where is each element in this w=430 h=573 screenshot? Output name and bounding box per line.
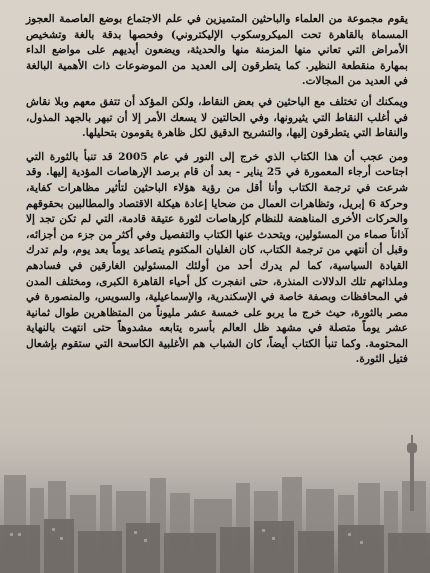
paragraph: ومن عجب أن هذا الكتاب الذي خرج إلى النور في عام 2005 قد تنبأ بالثورة التي اجتاحت أرجاء المعمورة في 25 يناير - بعد أن قام برصد الإرهاصات المؤدية إليها. وقد شرعت في ترجمة الكتاب وأنا أقل من رؤية هؤلاء الباحثين لتأثير مظاهرات كفاية، وحركة 6 إبريل، وتظاهرات العمال من ضحايا إعادة هيكلة الاقتصاد والمطالبين بحقوقهم والحركات الأخرى المناهضة للنظام كإرهاصات لثورة عتيقة قادمة، التي لم تكن تجد إلا آذاناً صماء من المسئولين، ويتحدث عنها الكتاب والتفصيل وفي أكثر من جزء من أجزائه، وقبل أن أنتهي من ترجمة الكتاب، كان الغليان المكتوم يتصاعد يوماً بعد يوم، ولم تدرك القيادة السياسية، كما لم يدرك أحد من أولئك المسئولين الغارقين في فسادهم وملذاتهم تلك الدلالات المنذرة، حتى انفجرت كل أحياء القاهرة الكبرى، ومختلف المدن في المحافظات وبصفة خاصة في الإسكندرية، والإسماعيلية، والسويس، والمنصورة في مصر بالثورة، حيث خرج ما يربو على خمسة عشر مليوناً من المتظاهرين طوال ثمانية عشر يوماً متصلة في مشهد ظل العالم بأسره يتابعه مشدوهاً حتى انتهت بالنهاية المحتومة. وكما تنبأ الكتاب أيضاً، كان الشباب هم الأغلبية الكاسحة التي ستقوم بإشعال فتيل الثورة. — [26, 150, 409, 366]
body-text — [26, 12, 408, 373]
paragraph: يقوم مجموعة من العلماء والباحثين المتميزين في علم الاجتماع بوضع العاصمة العجوز المسماة بالقاهرة تحت الميكروسكوب الإليكتروني) وفحصها بدقة بالغة وتشخيص الأمراض التي تعاني منها المزمنة منها والحديثة، ويضعون أيديهم على مواضع الداء بمهارة منقطعة النظير. كما يتطرقون إلى العديد من الموضوعات ذات الأهمية البالغة في العديد من المجالات. — [26, 13, 408, 88]
paragraph: ويمكنك أن تختلف مع الباحثين في بعض النقاط، ولكن المؤكد أن تتفق معهم وبلا نقاش في أغلب النقاط التي يثيرونها، وفي الحالتين لا يسعك الأمر إلا أن تبهر بالجهد المذول، والنقاط التي يتطرقون إليها، والتشريح الدقيق لكل ظاهرة يقومون بتحليلها. — [26, 95, 408, 140]
cairo-skyline-image — [0, 433, 430, 573]
